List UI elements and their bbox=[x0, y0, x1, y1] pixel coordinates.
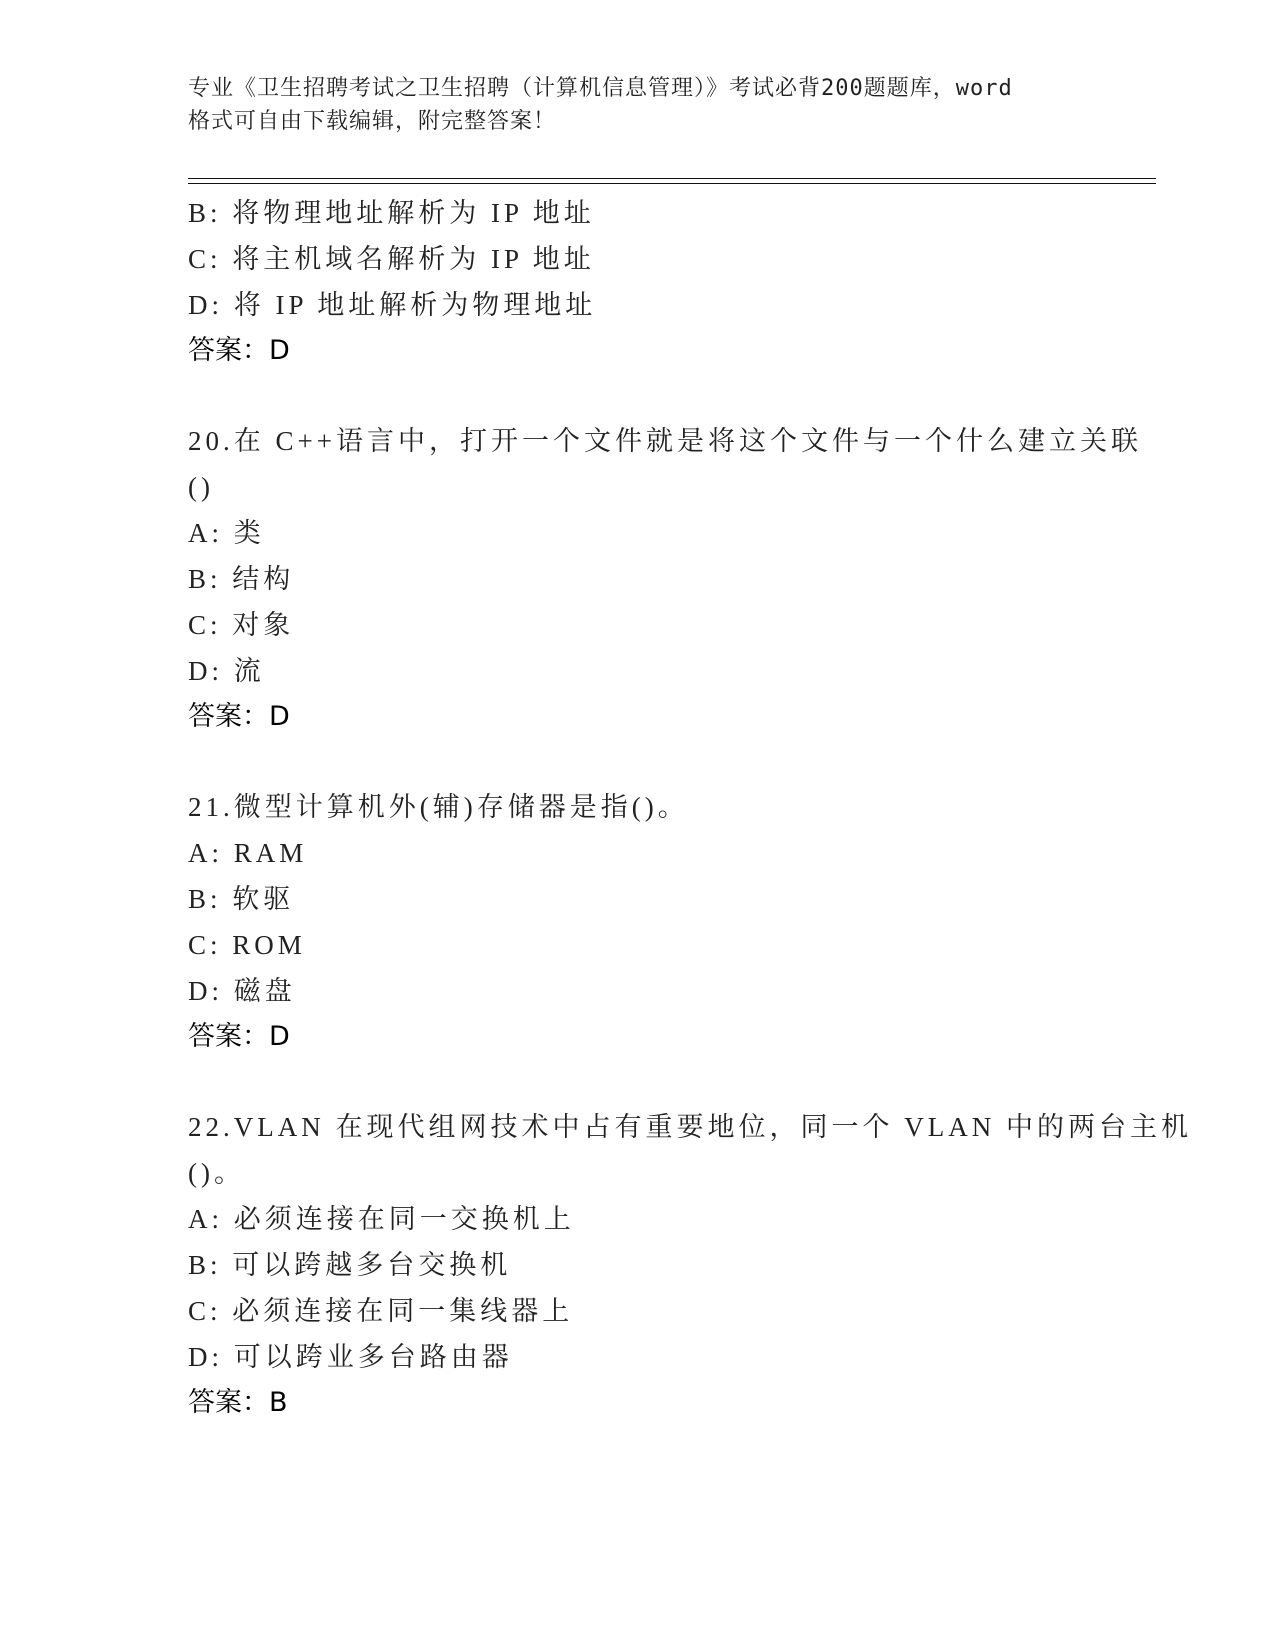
answer-line: 答案：D bbox=[188, 1021, 290, 1052]
question-20 bbox=[188, 418, 1142, 740]
document-header bbox=[188, 72, 1088, 138]
header-line-2: 格式可自由下载编辑，附完整答案！ bbox=[188, 109, 557, 134]
header-divider-bottom bbox=[188, 183, 1156, 184]
option-c: C: ROM bbox=[188, 930, 306, 960]
question-22 bbox=[188, 1104, 1192, 1426]
option-a: A: 必须连接在同一交换机上 bbox=[188, 1204, 575, 1234]
option-c: C: 对象 bbox=[188, 610, 295, 640]
option-d: D: 流 bbox=[188, 656, 265, 686]
option-b: B: 将物理地址解析为 IP 地址 bbox=[188, 198, 595, 228]
answer-line: 答案：D bbox=[188, 335, 290, 366]
question-stem-continued: ()。 bbox=[188, 1158, 245, 1188]
question-stem: 20.在 C++语言中，打开一个文件就是将这个文件与一个什么建立关联 bbox=[188, 426, 1142, 456]
option-c: C: 将主机域名解析为 IP 地址 bbox=[188, 244, 595, 274]
question-stem-continued: () bbox=[188, 472, 214, 502]
header-divider-top bbox=[188, 178, 1156, 179]
answer-line: 答案：B bbox=[188, 1387, 288, 1418]
question-stem: 21.微型计算机外(辅)存储器是指()。 bbox=[188, 792, 689, 822]
option-c: C: 必须连接在同一集线器上 bbox=[188, 1296, 574, 1326]
option-b: B: 软驱 bbox=[188, 884, 295, 914]
header-line-1: 专业《卫生招聘考试之卫生招聘（计算机信息管理）》考试必背200题题库，word bbox=[188, 76, 1013, 101]
question-19-continued bbox=[188, 190, 1088, 374]
question-stem: 22.VLAN 在现代组网技术中占有重要地位，同一个 VLAN 中的两台主机 bbox=[188, 1112, 1192, 1142]
option-b: B: 结构 bbox=[188, 564, 295, 594]
question-21 bbox=[188, 784, 1088, 1060]
option-d: D: 可以跨业多台路由器 bbox=[188, 1342, 513, 1372]
option-a: A: RAM bbox=[188, 838, 308, 868]
option-a: A: 类 bbox=[188, 518, 265, 548]
question-list bbox=[188, 190, 1192, 1426]
option-d: D: 将 IP 地址解析为物理地址 bbox=[188, 290, 597, 320]
answer-line: 答案：D bbox=[188, 701, 290, 732]
option-b: B: 可以跨越多台交换机 bbox=[188, 1250, 512, 1280]
option-d: D: 磁盘 bbox=[188, 976, 296, 1006]
